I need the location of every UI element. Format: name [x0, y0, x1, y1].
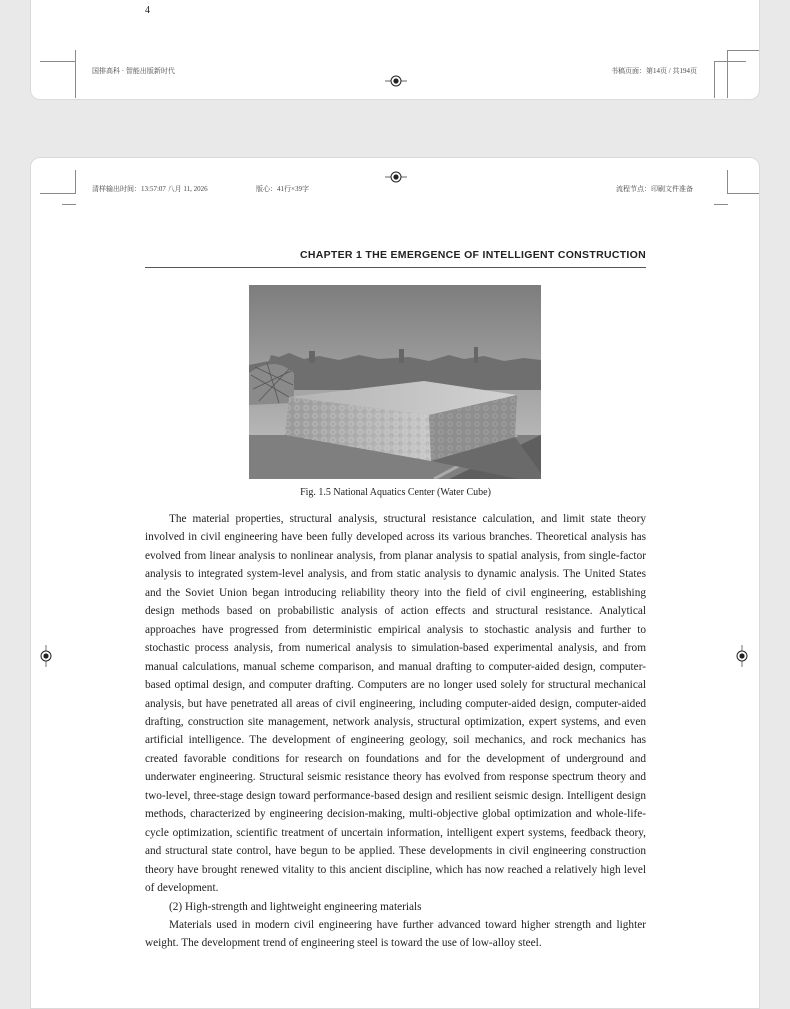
body-paragraph: The material properties, structural analysis, structural resistance calculation, and limit state theory involved in civil engineering have been fully developed across its various branches. Theoretical analysis has evolved from linear analysis to nonlinear analysis, from planar analysis to spatial analysis, from single-factor analysis to integrated system-level analysis, and from static analysis to dynamic analysis. The United States and the Soviet Union began introducing reliability theory into the field of civil engineering, establishing design methods based on probabilistic analysis of action effects and structural resistance. Analytical approaches have progressed from deterministic empirical analysis to stochastic analysis and further to stochastic process analysis, from numerical analysis to simulation-based experimental analysis, and from manual calculations, manual scheme comparison, and manual drafting to computer-aided design, computer-based optimal design, and computer drafting. Computers are no longer used solely for structural mechanical analysis, but have penetrated all areas of civil engineering, including computer-aided design, computer-aided drafting, construction site management, network analysis, structural optimization, expert systems, and even artificial intelligence. The development of engineering geology, soil mechanics, and rock mechanics has created favorable conditions for research on foundations and for the development of underground and underwater engineering. Structural seismic resistance theory has evolved from response spectrum theory and two-level, three-stage design toward performance-based design and resilient seismic design. Intelligent design methods, characterized by engineering decision-making, multi-objective global optimization and whole-life-cycle optimization, scientific treatment of uncertain information, intelligent expert systems, feedback theory, and structural state control, have begun to be applied. These developments in civil engineering construction theory have brought renewed vitality to this ancient discipline, which has now reached a relatively high level of development.	[145, 513, 646, 895]
registration-mark-icon	[385, 170, 407, 184]
crop-mark	[75, 50, 76, 98]
crop-mark	[727, 50, 759, 51]
chapter-heading: CHAPTER 1 THE EMERGENCE OF INTELLIGENT CONSTRUCTION	[299, 249, 646, 261]
section-subheading: (2) High-strength and lightweight engineering materials	[169, 900, 422, 913]
publisher-slogan: 国排高科 · 智能出版新时代	[92, 67, 175, 75]
body-text	[145, 510, 646, 953]
registration-mark-icon	[385, 74, 407, 88]
crop-mark	[40, 193, 76, 194]
crop-mark	[714, 204, 728, 205]
crop-mark	[714, 61, 715, 98]
figure-caption: Fig. 1.5 National Aquatics Center (Water Cube)	[300, 487, 491, 498]
previous-page-number: 4	[145, 5, 150, 16]
crop-mark	[40, 61, 76, 62]
crop-mark	[727, 50, 728, 98]
registration-mark-icon	[38, 645, 54, 667]
body-paragraph: Materials used in modern civil engineering have further advanced toward higher strength and lighter weight. The development trend of engineering steel is toward the use of low-alloy steel.	[145, 918, 646, 950]
crop-mark	[75, 170, 76, 194]
crop-mark	[714, 61, 746, 62]
crop-mark	[62, 204, 76, 205]
workflow-node: 流程节点：印刷文件准备	[616, 185, 693, 193]
water-cube-photo	[249, 285, 541, 479]
page-status: 书稿页面：第14页 / 共194页	[611, 67, 697, 75]
header-rule	[145, 267, 646, 268]
crop-mark	[727, 170, 728, 194]
print-time: 清样输出时间：13:57:07 八月 11, 2026	[92, 185, 208, 193]
crop-mark	[727, 193, 759, 194]
layout-info: 版心：41行×39字	[256, 185, 309, 193]
registration-mark-icon	[734, 645, 750, 667]
